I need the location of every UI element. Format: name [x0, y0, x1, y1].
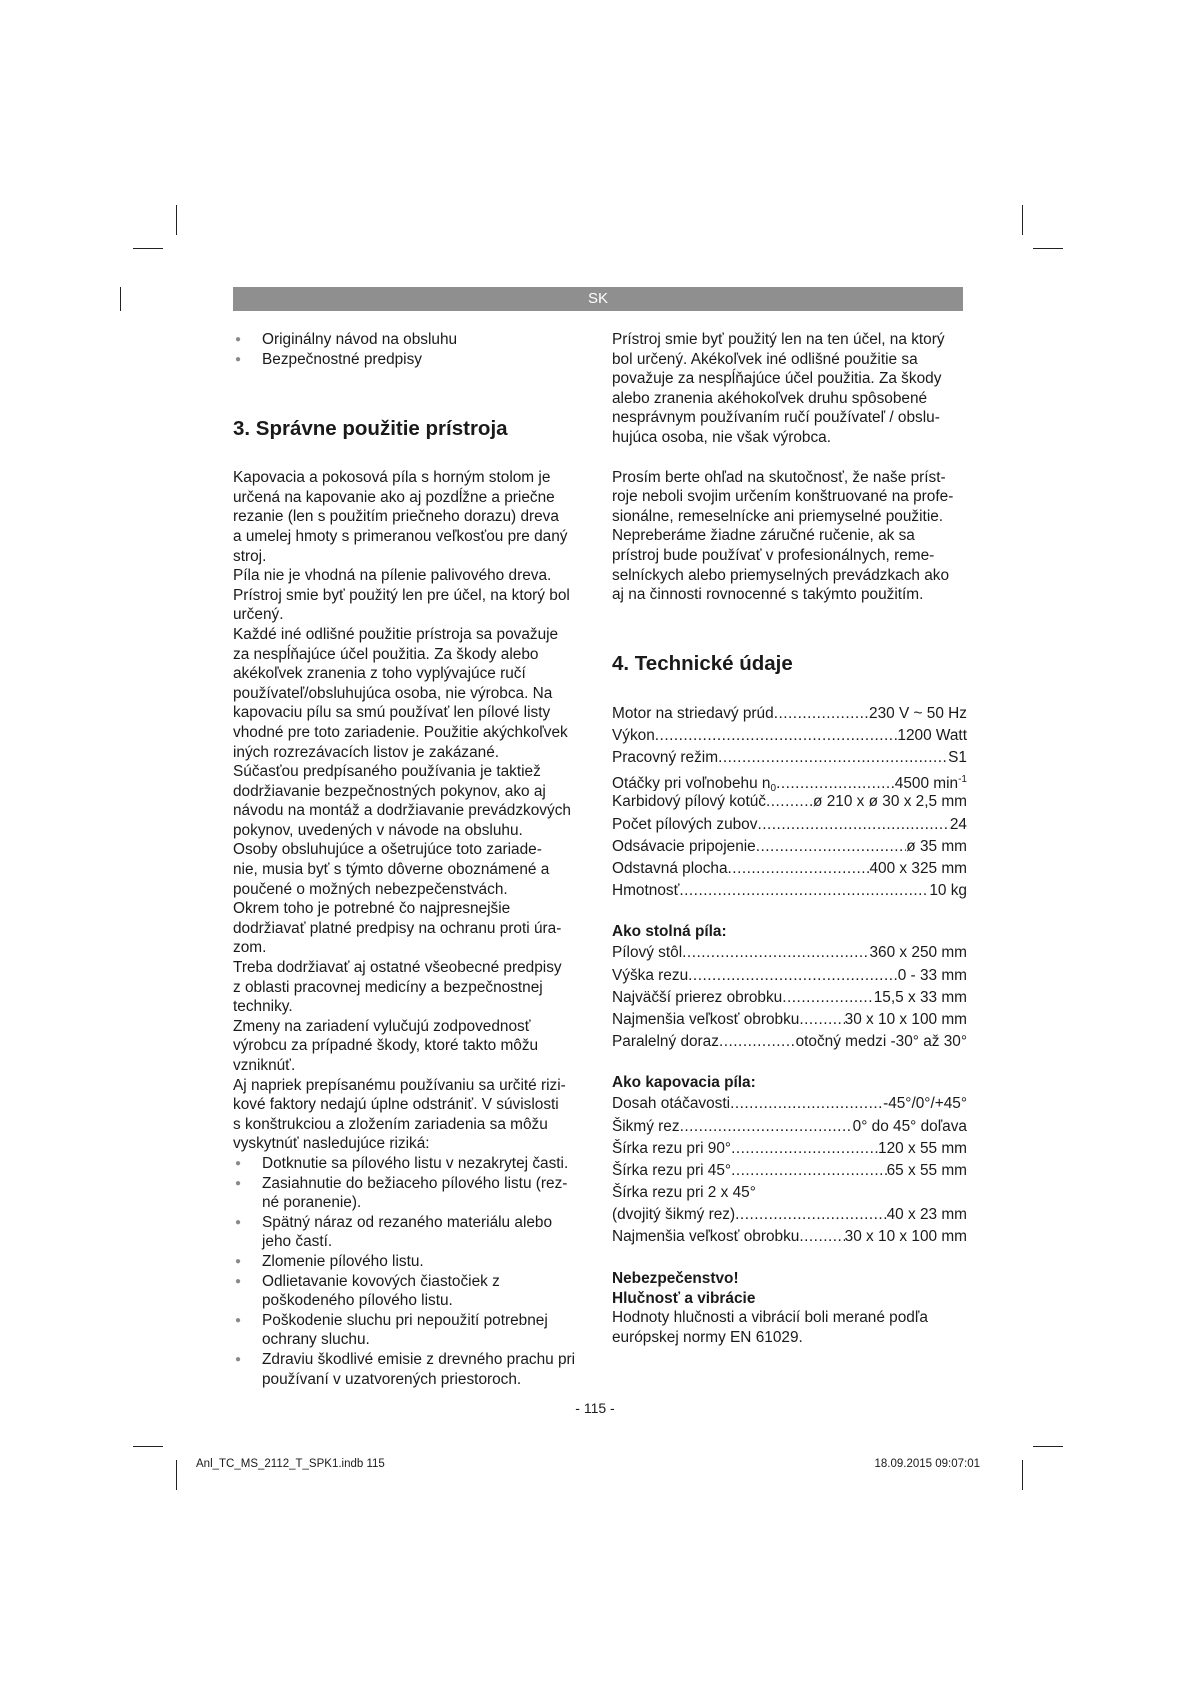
print-timestamp: 18.09.2015 09:07:01: [874, 1458, 980, 1470]
language-header-bar: [233, 287, 963, 311]
body-text-line: nesprávnym používaním ručí používateľ / obslu-: [612, 409, 940, 427]
body-text-line: vhodné pre toto zariadenie. Použitie akýchkoľvek: [233, 723, 568, 741]
spec-dots: [718, 747, 948, 769]
spec-value: 230 V ~ 50 Hz: [869, 704, 967, 722]
body-text-line: považuje za nespĺňajúce účel použitia. Za škody: [612, 370, 942, 388]
spec-row: [612, 942, 967, 964]
body-text-line: Píla nie je vhodná na pílenie palivového dreva.: [233, 567, 552, 585]
body-text-line: sionálne, remeselnícke ani priemyselné použitie.: [612, 507, 944, 525]
body-text-line: používateľ/obsluhujúca osoba, nie výrobca. Na: [233, 684, 553, 702]
spec-label: Odsávacie pripojenie: [612, 837, 756, 855]
spec-dots: [756, 836, 907, 858]
spec-label: Najmenšia veľkosť obrobku: [612, 1010, 800, 1028]
miter-saw-title: Ako kapovacia píla:: [612, 1074, 756, 1092]
list-item: [233, 1272, 588, 1311]
spec-row: [612, 1031, 967, 1053]
spec-superscript: -1: [958, 774, 967, 786]
file-info: Anl_TC_MS_2112_T_SPK1.indb 115: [196, 1458, 385, 1470]
spec-label: Počet pílových zubov: [612, 815, 758, 833]
body-text-line: Hodnoty hlučnosti a vibrácií boli merané podľa: [612, 1309, 928, 1327]
spec-value: ø 35 mm: [906, 837, 967, 855]
spec-value: otočný medzi -30° až 30°: [795, 1033, 967, 1051]
professional-use-paragraph: [612, 468, 967, 605]
body-text-line: určená na kapovanie ako aj pozdĺžne a priečne: [233, 488, 555, 506]
body-text-line: Okrem toho je potrebné čo najpresnejšie: [233, 900, 511, 918]
spec-value: 30 x 10 x 100 mm: [844, 1228, 967, 1246]
crop-mark: [176, 1460, 177, 1490]
spec-row: [612, 836, 967, 858]
spec-dots: [766, 791, 813, 813]
crop-mark: [1022, 205, 1023, 235]
intended-use-paragraph: [612, 330, 967, 448]
double-bevel-label: Šírka rezu pri 2 x 45°: [612, 1184, 756, 1202]
spec-label: Pracovný režim: [612, 749, 719, 767]
body-text-line: výrobcu za prípadné škody, ktoré takto môžu: [233, 1037, 539, 1055]
body-text-line: alebo zranenia akéhokoľvek druhu spôsobené: [612, 389, 928, 407]
spec-dots: [782, 987, 874, 1009]
body-text-line: Prístroj smie byť použitý len pre účel, na ktorý bol: [233, 586, 570, 604]
spec-dots: [731, 1160, 887, 1182]
body-text-line: Každé iné odlišné použitie prístroja sa považuje: [233, 625, 559, 643]
body-text-line: zom.: [233, 939, 267, 957]
body-text-line: pokynov, uvedených v návode na obsluhu.: [233, 821, 523, 839]
list-item-line: jeho častí.: [262, 1233, 333, 1251]
crop-mark: [1022, 1460, 1023, 1490]
spec-list-table-saw: [612, 942, 967, 1053]
spec-value: -45°/0°/+45°: [883, 1095, 967, 1113]
spec-dots: [728, 858, 870, 880]
spec-dots: [682, 942, 869, 964]
list-item-line: ● Spätný náraz od rezaného materiálu alebo: [262, 1213, 553, 1231]
spec-dots: [735, 1204, 886, 1226]
spec-dots: [799, 1009, 844, 1031]
body-text-line: rezanie (len s použitím priečneho dorazu) dreva: [233, 508, 559, 526]
list-item: [233, 1311, 588, 1350]
spec-dots: [757, 814, 949, 836]
list-item: [233, 330, 588, 350]
body-text-line: Zmeny na zariadení vylučujú zodpovednosť: [233, 1017, 531, 1035]
body-text-line: kové faktory nedajú úplne odstrániť. V súvislosti: [233, 1096, 559, 1114]
list-item-line: ● Originálny návod na obsluhu: [262, 331, 458, 348]
body-text-line: kapovaciu pílu sa smú používať len pílové listy: [233, 704, 551, 722]
spec-row: [612, 747, 967, 769]
list-item-line: ● Zasiahnutie do bežiaceho pílového listu (rez-: [262, 1174, 568, 1192]
spec-label: Šírka rezu pri 45°: [612, 1161, 732, 1179]
body-text-line: stroj.: [233, 547, 267, 565]
spec-label: Pílový stôl: [612, 944, 683, 962]
body-text-line: Nepreberáme žiadne záručné ručenie, ak sa: [612, 527, 915, 545]
crop-mark: [1033, 1446, 1063, 1447]
body-text-line: iných rozrezávacích listov je zakázané.: [233, 743, 500, 761]
spec-list-miter-saw-2: [612, 1204, 967, 1248]
spec-dots: [799, 1226, 844, 1248]
list-item: [233, 1252, 588, 1272]
spec-dots: [731, 1138, 878, 1160]
spec-label: Najmenšia veľkosť obrobku: [612, 1228, 800, 1246]
body-text-line: Kapovacia a pokosová píla s horným stolom je: [233, 469, 551, 487]
body-text-line: a umelej hmoty s primeranou veľkosťou pre daný: [233, 527, 568, 545]
spec-label: (dvojitý šikmý rez): [612, 1206, 736, 1224]
spec-label: Karbidový pílový kotúč: [612, 793, 766, 811]
risk-list: [233, 1154, 588, 1389]
spec-label: Otáčky pri voľnobehu n0: [612, 773, 776, 791]
list-item: [233, 350, 588, 370]
spec-row: [612, 1138, 967, 1160]
spec-row: [612, 791, 967, 813]
spec-dots: [776, 773, 895, 791]
body-text-line: bol určený. Akékoľvek iné odlišné použitie sa: [612, 350, 918, 368]
list-item-line: ● Zdraviu škodlivé emisie z drevného prachu pri: [262, 1350, 576, 1368]
spec-value: 24: [949, 815, 967, 833]
spec-row: [612, 880, 967, 902]
list-item-line: používaní v uzatvorených priestoroch.: [262, 1370, 522, 1388]
spec-label: Najväčší prierez obrobku: [612, 988, 783, 1006]
spec-label: Šikmý rez: [612, 1117, 680, 1135]
noise-vibration-text: [612, 1308, 967, 1347]
body-text-line: selníckych alebo priemyselných prevádzkach ako: [612, 566, 950, 584]
list-item-line: né poranenie).: [262, 1194, 362, 1212]
page-number: - 115 -: [575, 1400, 615, 1416]
body-text-line: roje neboli svojim určením konštruované na profe-: [612, 488, 954, 506]
crop-mark: [176, 205, 177, 235]
spec-value: 15,5 x 33 mm: [873, 988, 967, 1006]
spec-label: Odstavná plocha: [612, 860, 728, 878]
body-text-line: nie, musia byť s týmto dôverne oboznámené a: [233, 861, 550, 879]
spec-row: [612, 1093, 967, 1115]
spec-row: [612, 965, 967, 987]
spec-label: Výška rezu: [612, 966, 689, 984]
left-column: [233, 330, 588, 1389]
list-item-line: poškodeného pílového listu.: [262, 1292, 453, 1310]
spec-value: 0° do 45° doľava: [852, 1117, 967, 1135]
body-text-line: aj na činnosti rovnocenné s takýmto použitím.: [612, 586, 924, 604]
spec-dots: [719, 1031, 796, 1053]
spec-row: [612, 1160, 967, 1182]
spec-dots: [730, 1093, 883, 1115]
list-item-line: ● Zlomenie pílového listu.: [262, 1252, 424, 1270]
spec-row: [612, 769, 967, 791]
spec-label: Paralelný doraz: [612, 1033, 719, 1051]
spec-list-miter-saw: [612, 1093, 967, 1182]
body-text-line: určený.: [233, 606, 284, 624]
section-4-title: 4. Technické údaje: [612, 651, 793, 675]
spec-dots: [688, 965, 898, 987]
body-text-line: dodržiavanie bezpečnostných pokynov, ako aj: [233, 782, 546, 800]
right-column: [612, 330, 967, 1347]
body-text-line: Aj napriek prepísanému používaniu sa určité rizi-: [233, 1076, 566, 1094]
spec-value: 30 x 10 x 100 mm: [844, 1010, 967, 1028]
spec-label: Hmotnosť: [612, 882, 680, 900]
list-item: [233, 1350, 588, 1389]
spec-value: 4500 $\min^{-1}$: [894, 774, 967, 792]
crop-mark: [1033, 248, 1063, 249]
spec-row: [612, 1116, 967, 1138]
body-text-line: vyskytnúť nasledujúce riziká:: [233, 1135, 430, 1153]
body-text-line: poučené o možných nebezpečenstvách.: [233, 880, 508, 898]
language-code: SK: [587, 290, 608, 307]
body-text-line: techniky.: [233, 998, 293, 1016]
body-text-line: prístroj bude používať v profesionálnych, reme-: [612, 546, 935, 564]
spec-value: 0 - 33 mm: [897, 966, 967, 984]
body-text-line: z oblasti pracovnej medicíny a bezpečnostnej: [233, 978, 543, 996]
list-item: [233, 1174, 588, 1213]
spec-row: [612, 703, 967, 725]
spec-row: [612, 987, 967, 1009]
list-item-line: ● Bezpečnostné predpisy: [262, 350, 422, 368]
body-text-line: európskej normy EN 61029.: [612, 1328, 803, 1346]
spec-value: 400 x 325 mm: [869, 860, 967, 878]
list-item-line: ochrany sluchu.: [262, 1331, 370, 1349]
spec-dots: [679, 880, 929, 902]
crop-mark: [133, 1446, 163, 1447]
spec-row: [612, 1226, 967, 1248]
section-3-body: [233, 468, 588, 1154]
spec-value: S1: [948, 749, 967, 767]
table-saw-title: Ako stolná píla:: [612, 923, 727, 941]
spec-label: Šírka rezu pri 90°: [612, 1139, 732, 1157]
spec-value: 120 x 55 mm: [878, 1139, 967, 1157]
spec-value: 360 x 250 mm: [869, 944, 967, 962]
spec-row: [612, 814, 967, 836]
spec-dots: [680, 1116, 853, 1138]
danger-title: Nebezpečenstvo!: [612, 1269, 739, 1287]
spec-value: ø 210 x ø 30 x 2,5 mm: [813, 793, 967, 811]
spec-label: Výkon: [612, 726, 655, 744]
body-text-line: za nespĺňajúce účel použitia. Za škody alebo: [233, 645, 539, 663]
spec-value: 65 x 55 mm: [886, 1161, 967, 1179]
top-bullet-list: [233, 330, 588, 369]
list-item-line: ● Poškodenie sluchu pri nepoužití potrebnej: [262, 1311, 548, 1329]
spec-value: 1200 Watt: [897, 726, 967, 744]
body-text-line: s konštrukciou a zložením zariadenia sa môžu: [233, 1115, 548, 1133]
spec-dots: [655, 725, 898, 747]
body-text-line: Prosím berte ohľad na skutočnosť, že naše príst-: [612, 468, 946, 486]
spec-row: [612, 1204, 967, 1226]
spec-list-general: [612, 703, 967, 903]
list-item: [233, 1213, 588, 1252]
spec-dots: [774, 703, 869, 725]
body-text-line: vzniknúť.: [233, 1057, 296, 1074]
list-item-line: ● Dotknutie sa pílového listu v nezakrytej časti.: [262, 1154, 569, 1172]
body-text-line: dodržiavať platné predpisy na ochranu proti úra-: [233, 919, 562, 937]
spec-label: Motor na striedavý prúd: [612, 704, 774, 722]
spec-subscript: 0: [770, 783, 777, 792]
section-3-title: 3. Správne použitie prístroja: [233, 417, 508, 441]
spec-row: [612, 725, 967, 747]
body-text-line: Osoby obsluhujúce a ošetrujúce toto zariade-: [233, 841, 542, 859]
body-text-line: návodu na montáž a dodržiavanie prevádzkových: [233, 802, 571, 820]
body-text-line: Súčasťou predpísaného používania je taktiež: [233, 763, 541, 781]
list-item: [233, 1154, 588, 1174]
spec-row: [612, 858, 967, 880]
crop-mark: [120, 287, 121, 311]
body-text-line: Prístroj smie byť použitý len na ten účel, na ktorý: [612, 331, 945, 348]
body-text-line: Treba dodržiavať aj ostatné všeobecné predpisy: [233, 959, 562, 977]
list-item-line: ● Odlietavanie kovových čiastočiek z: [262, 1272, 500, 1290]
spec-value: 40 x 23 mm: [886, 1206, 967, 1224]
spec-value: 10 kg: [929, 882, 967, 900]
body-text-line: hujúca osoba, nie však výrobca.: [612, 428, 832, 446]
crop-mark: [133, 248, 163, 249]
spec-label: Dosah otáčavosti: [612, 1095, 731, 1113]
noise-vibration-subtitle: Hlučnosť a vibrácie: [612, 1289, 756, 1307]
body-text-line: akékoľvek zranenia z toho vyplývajúce ručí: [233, 665, 526, 683]
spec-row: [612, 1009, 967, 1031]
